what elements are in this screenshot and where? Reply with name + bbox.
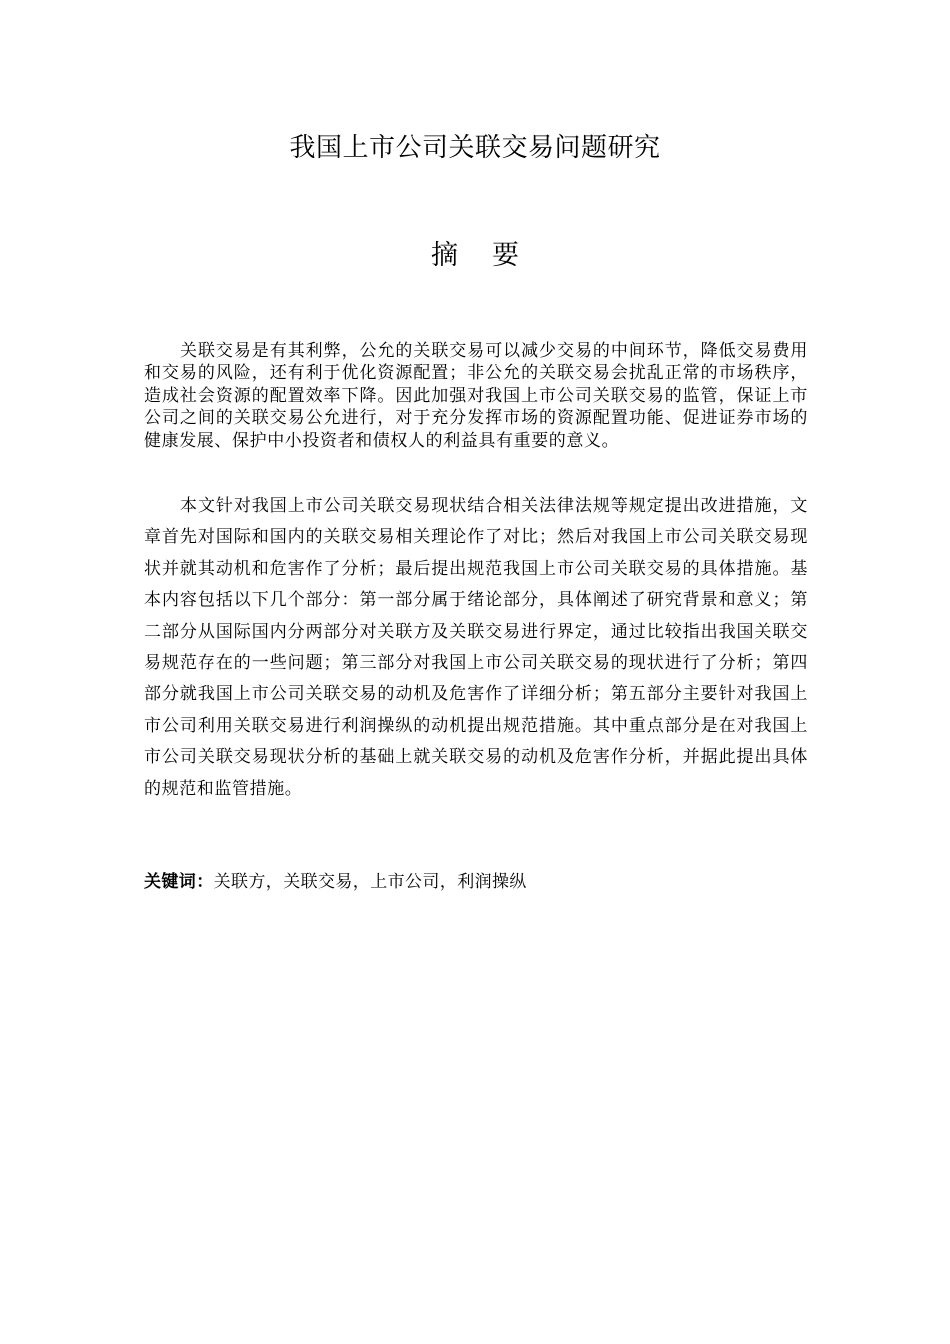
abstract-heading-char-1: 摘 — [431, 240, 458, 271]
abstract-heading — [0, 236, 950, 276]
keywords-label: 关键词： — [144, 872, 214, 892]
abstract-heading-char-2: 要 — [492, 240, 519, 271]
abstract-paragraph-1: 关联交易是有其利弊，公允的关联交易可以减少交易的中间环节，降低交易费用和交易的风险，还有利于优化资源配置；非公允的关联交易会扰乱正常的市场秩序，造成社会资源的配置效率下降。因此加强对我国上市公司关联交易的监管，保证上市公司之间的关联交易公允进行，对于充分发挥市场的资源配置功能、促进证券市场的健康发展、保护中小投资者和债权人的利益具有重要的意义。 — [144, 341, 808, 451]
keywords-value: 关联方，关联交易，上市公司，利润操纵 — [213, 872, 527, 892]
keywords-line — [144, 869, 808, 895]
document-title: 我国上市公司关联交易问题研究 — [289, 133, 661, 163]
abstract-paragraph-2: 本文针对我国上市公司关联交易现状结合相关法律法规等规定提出改进措施，文章首先对国际和国内的关联交易相关理论作了对比；然后对我国上市公司关联交易现状并就其动机和危害作了分析；最后提出规范我国上市公司关联交易的具体措施。基本内容包括以下几个部分：第一部分属于绪论部分，具体阐述了研究背景和意义；第二部分从国际国内分两部分对关联方及关联交易进行界定，通过比较指出我国关联交易规范存在的一些问题；第三部分对我国上市公司关联交易的现状进行了分析；第四部分就我国上市公司关联交易的动机及危害作了详细分析；第五部分主要针对我国上市公司利用关联交易进行利润操纵的动机提出规范措施。其中重点部分是在对我国上市公司关联交易现状分析的基础上就关联交易的动机及危害作分析，并据此提出具体的规范和监管措施。 — [144, 496, 808, 799]
